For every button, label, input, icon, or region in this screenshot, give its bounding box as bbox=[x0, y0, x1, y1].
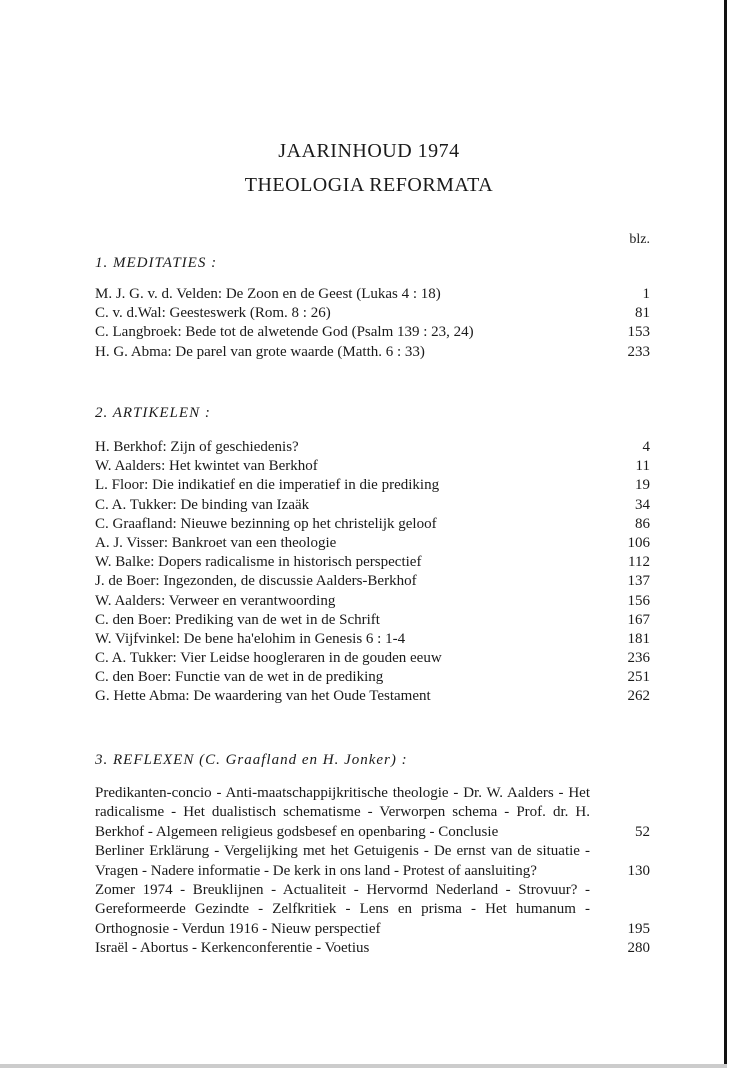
list-item bbox=[95, 285, 650, 304]
entry-text: W. Vijfvinkel: De bene ha'elohim in Genesis 6 : 1-4 bbox=[95, 630, 406, 647]
list-item bbox=[95, 784, 650, 842]
entry-text: W. Aalders: Verweer en verantwoording bbox=[95, 592, 336, 609]
page-subtitle: THEOLOGIA REFORMATA bbox=[244, 174, 494, 196]
section-heading-meditaties: 1. MEDITATIES : bbox=[95, 255, 218, 271]
list-item bbox=[95, 687, 650, 706]
list-item bbox=[95, 939, 650, 958]
page-column-label: blz. bbox=[629, 232, 650, 247]
list-item bbox=[95, 572, 650, 591]
entry-page: 153 bbox=[627, 324, 650, 341]
list-item bbox=[95, 553, 650, 572]
list-item bbox=[95, 592, 650, 611]
list-item bbox=[95, 630, 650, 649]
entry-text: C. den Boer: Functie van de wet in de prediking bbox=[95, 669, 384, 686]
entry-page: 195 bbox=[627, 920, 650, 937]
page-title: JAARINHOUD 1974 bbox=[278, 140, 460, 162]
entry-page: 11 bbox=[635, 458, 650, 475]
artikelen-list bbox=[95, 438, 650, 707]
entry-page: 112 bbox=[628, 554, 650, 571]
entry-page: 233 bbox=[627, 343, 650, 360]
entry-page: 167 bbox=[627, 611, 650, 628]
entry-text: G. Hette Abma: De waardering van het Oude Testament bbox=[95, 688, 431, 705]
entry-text: M. J. G. v. d. Velden: De Zoon en de Geest (Lukas 4 : 18) bbox=[95, 286, 441, 302]
entry-page: 130 bbox=[627, 862, 650, 879]
section-heading-artikelen: 2. ARTIKELEN : bbox=[95, 405, 211, 421]
entry-page: 34 bbox=[635, 496, 650, 513]
entry-text: C. A. Tukker: Vier Leidse hoogleraren in de gouden eeuw bbox=[95, 650, 442, 667]
entry-text: C. Graafland: Nieuwe bezinning op het christelijk geloof bbox=[95, 515, 437, 532]
entry-text: H. Berkhof: Zijn of geschiedenis? bbox=[95, 439, 299, 455]
entry-page: 236 bbox=[627, 650, 650, 667]
list-item bbox=[95, 611, 650, 630]
entry-text: L. Floor: Die indikatief en die imperatief in die prediking bbox=[95, 477, 440, 494]
reflexen-list bbox=[95, 784, 650, 959]
meditaties-list bbox=[95, 285, 650, 362]
list-item bbox=[95, 457, 650, 476]
entry-page: 81 bbox=[635, 305, 650, 322]
entry-page: 19 bbox=[635, 477, 650, 494]
list-item bbox=[95, 668, 650, 687]
section-heading-reflexen: 3. REFLEXEN (C. Graafland en H. Jonker) : bbox=[95, 752, 408, 768]
entry-text: C. v. d.Wal: Geesteswerk (Rom. 8 : 26) bbox=[95, 305, 331, 322]
entry-text: Zomer 1974 - Breuklijnen - Actualiteit - Hervormd Nederland - Strovuur? - Gereformeerde Gezindte - Zelfkritiek - Lens en prisma - Het humanum - Orthognosie - Verdun 1916 - Nieuw perspectief bbox=[95, 882, 590, 937]
list-item bbox=[95, 343, 650, 362]
entry-text: C. Langbroek: Bede tot de alwetende God (Psalm 139 : 23, 24) bbox=[95, 324, 474, 341]
entry-page: 1 bbox=[642, 286, 650, 302]
entry-page: 251 bbox=[627, 669, 650, 686]
list-item bbox=[95, 881, 650, 939]
entry-page: 52 bbox=[635, 823, 650, 840]
list-item bbox=[95, 842, 650, 881]
entry-text: J. de Boer: Ingezonden, de discussie Aalders-Berkhof bbox=[95, 573, 417, 590]
list-item bbox=[95, 323, 650, 342]
entry-page: 262 bbox=[627, 688, 650, 705]
page-bottom-edge bbox=[0, 1064, 727, 1068]
list-item bbox=[95, 476, 650, 495]
list-item bbox=[95, 438, 650, 457]
entry-page: 86 bbox=[635, 515, 650, 532]
list-item bbox=[95, 496, 650, 515]
entry-text: Predikanten-concio - Anti-maatschappijkritische theologie - Dr. W. Aalders - Het radicalisme - Het dualistisch schematisme - Verworpen schema - Prof. dr. H. Berkhof - Algemeen religieus godsbesef en openbaring - Conclusie bbox=[95, 785, 590, 840]
entry-text: Berliner Erklärung - Vergelijking met het Getuigenis - De ernst van de situatie - Vragen - Nadere informatie - De kerk in ons land - Protest of aansluiting? bbox=[95, 843, 590, 879]
list-item bbox=[95, 304, 650, 323]
entry-text: A. J. Visser: Bankroet van een theologie bbox=[95, 534, 337, 551]
list-item bbox=[95, 515, 650, 534]
entry-text: H. G. Abma: De parel van grote waarde (Matth. 6 : 33) bbox=[95, 343, 425, 360]
entry-text: C. A. Tukker: De binding van Izaäk bbox=[95, 496, 310, 513]
entry-page: 156 bbox=[627, 592, 650, 609]
entry-text: W. Aalders: Het kwintet van Berkhof bbox=[95, 458, 318, 475]
entry-page: 137 bbox=[627, 573, 650, 590]
entry-text: Israël - Abortus - Kerkenconferentie - Voetius bbox=[95, 940, 370, 957]
entry-text: C. den Boer: Prediking van de wet in de Schrift bbox=[95, 611, 380, 628]
entry-page: 181 bbox=[627, 630, 650, 647]
entry-page: 280 bbox=[627, 940, 650, 957]
list-item bbox=[95, 534, 650, 553]
list-item bbox=[95, 649, 650, 668]
entry-page: 4 bbox=[642, 439, 650, 455]
entry-page: 106 bbox=[627, 534, 650, 551]
entry-text: W. Balke: Dopers radicalisme in historisch perspectief bbox=[95, 554, 422, 571]
